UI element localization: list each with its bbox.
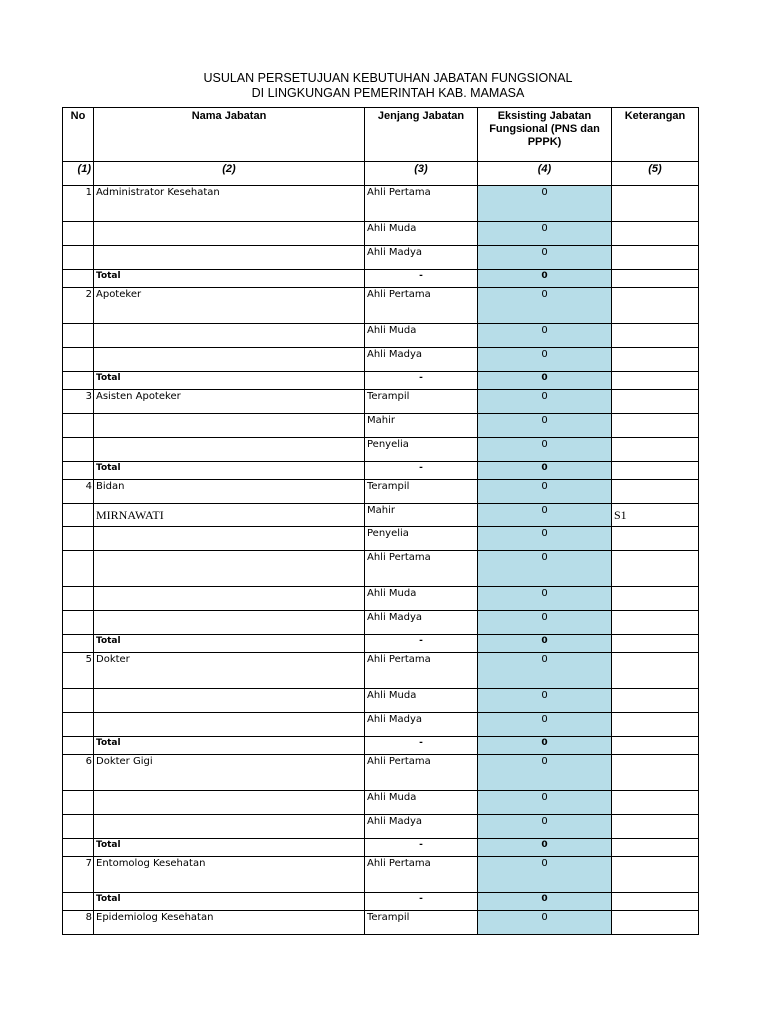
- jenjang-jabatan-cell: Ahli Madya: [365, 815, 478, 839]
- eksisting-value-cell: 0: [478, 713, 612, 737]
- jenjang-jabatan-cell: -: [365, 270, 478, 288]
- header-keterangan: Keterangan: [612, 108, 699, 162]
- row-number: [63, 737, 94, 755]
- total-row: [63, 893, 699, 911]
- table-row: [63, 324, 699, 348]
- jenjang-jabatan-cell: Ahli Pertama: [365, 857, 478, 893]
- row-number: [63, 839, 94, 857]
- jenjang-jabatan-cell: Terampil: [365, 480, 478, 504]
- col-number-5: (5): [612, 162, 699, 186]
- nama-jabatan-cell: [94, 414, 365, 438]
- nama-jabatan-cell: Asisten Apoteker: [94, 390, 365, 414]
- eksisting-value-cell: 0: [478, 324, 612, 348]
- keterangan-cell: [612, 893, 699, 911]
- keterangan-cell: [612, 414, 699, 438]
- nama-jabatan-cell: [94, 611, 365, 635]
- nama-jabatan-cell: Epidemiolog Kesehatan: [94, 911, 365, 935]
- table-header-row: [63, 108, 699, 162]
- table-row: [63, 857, 699, 893]
- table-row: [63, 480, 699, 504]
- eksisting-value-cell: 0: [478, 390, 612, 414]
- table-row: [63, 791, 699, 815]
- nama-jabatan-cell: [94, 348, 365, 372]
- keterangan-cell: [612, 611, 699, 635]
- total-row: [63, 635, 699, 653]
- nama-jabatan-cell: Total: [94, 893, 365, 911]
- keterangan-cell: [612, 635, 699, 653]
- document-title-line-2: DI LINGKUNGAN PEMERINTAH KAB. MAMASA: [251, 86, 525, 100]
- table-row: [63, 689, 699, 713]
- keterangan-cell: [612, 713, 699, 737]
- eksisting-value-cell: 0: [478, 222, 612, 246]
- eksisting-value-cell: 0: [478, 857, 612, 893]
- eksisting-value-cell: 0: [478, 611, 612, 635]
- nama-jabatan-cell: [94, 551, 365, 587]
- keterangan-cell: [612, 653, 699, 689]
- nama-jabatan-cell: Dokter Gigi: [94, 755, 365, 791]
- table-row: [63, 288, 699, 324]
- keterangan-cell: [612, 755, 699, 791]
- table-row: [63, 186, 699, 222]
- eksisting-value-cell: 0: [478, 791, 612, 815]
- eksisting-value-cell: 0: [478, 755, 612, 791]
- total-row: [63, 839, 699, 857]
- jenjang-jabatan-cell: Mahir: [365, 504, 478, 527]
- keterangan-cell: [612, 527, 699, 551]
- eksisting-value-cell: 0: [478, 587, 612, 611]
- nama-jabatan-cell: MIRNAWATI: [94, 504, 365, 527]
- nama-jabatan-cell: Dokter: [94, 653, 365, 689]
- eksisting-value-cell: 0: [478, 438, 612, 462]
- keterangan-cell: [612, 480, 699, 504]
- eksisting-value-cell: 0: [478, 839, 612, 857]
- table-row: [63, 246, 699, 270]
- row-number: [63, 611, 94, 635]
- nama-jabatan-cell: [94, 246, 365, 270]
- jenjang-jabatan-cell: Ahli Pertama: [365, 288, 478, 324]
- table-row: [63, 587, 699, 611]
- row-number: [63, 246, 94, 270]
- nama-jabatan-cell: Entomolog Kesehatan: [94, 857, 365, 893]
- table-row: [63, 527, 699, 551]
- eksisting-value-cell: 0: [478, 527, 612, 551]
- keterangan-cell: [612, 348, 699, 372]
- jenjang-jabatan-cell: -: [365, 893, 478, 911]
- row-number: 2: [63, 288, 94, 324]
- eksisting-value-cell: 0: [478, 372, 612, 390]
- row-number: [63, 893, 94, 911]
- nama-jabatan-cell: Bidan: [94, 480, 365, 504]
- jenjang-jabatan-cell: Ahli Muda: [365, 587, 478, 611]
- row-number: 1: [63, 186, 94, 222]
- eksisting-value-cell: 0: [478, 480, 612, 504]
- keterangan-cell: [612, 815, 699, 839]
- header-jenjang-jabatan: Jenjang Jabatan: [365, 108, 478, 162]
- row-number: 7: [63, 857, 94, 893]
- jenjang-jabatan-cell: Ahli Muda: [365, 791, 478, 815]
- nama-jabatan-cell: Total: [94, 839, 365, 857]
- nama-jabatan-cell: [94, 815, 365, 839]
- jenjang-jabatan-cell: -: [365, 737, 478, 755]
- jenjang-jabatan-cell: Terampil: [365, 390, 478, 414]
- col-number-2: (2): [94, 162, 365, 186]
- keterangan-cell: [612, 551, 699, 587]
- eksisting-value-cell: 0: [478, 288, 612, 324]
- keterangan-cell: [612, 737, 699, 755]
- nama-jabatan-cell: [94, 222, 365, 246]
- row-number: [63, 462, 94, 480]
- eksisting-value-cell: 0: [478, 893, 612, 911]
- row-number: [63, 713, 94, 737]
- jenjang-jabatan-cell: Ahli Madya: [365, 246, 478, 270]
- eksisting-value-cell: 0: [478, 186, 612, 222]
- column-number-row: [63, 162, 699, 186]
- table-row: [63, 611, 699, 635]
- keterangan-cell: [612, 288, 699, 324]
- nama-jabatan-cell: [94, 689, 365, 713]
- table-row: [63, 222, 699, 246]
- nama-jabatan-cell: Apoteker: [94, 288, 365, 324]
- row-number: [63, 414, 94, 438]
- row-number: [63, 587, 94, 611]
- row-number: [63, 438, 94, 462]
- keterangan-cell: [612, 587, 699, 611]
- eksisting-value-cell: 0: [478, 462, 612, 480]
- jenjang-jabatan-cell: Mahir: [365, 414, 478, 438]
- jenjang-jabatan-cell: Terampil: [365, 911, 478, 935]
- row-number: [63, 372, 94, 390]
- keterangan-cell: [612, 222, 699, 246]
- row-number: [63, 270, 94, 288]
- nama-jabatan-cell: [94, 791, 365, 815]
- nama-jabatan-cell: [94, 587, 365, 611]
- keterangan-cell: [612, 462, 699, 480]
- row-number: [63, 635, 94, 653]
- eksisting-value-cell: 0: [478, 635, 612, 653]
- row-number: [63, 815, 94, 839]
- nama-jabatan-cell: Total: [94, 737, 365, 755]
- keterangan-cell: [612, 270, 699, 288]
- row-number: 3: [63, 390, 94, 414]
- nama-jabatan-cell: Total: [94, 270, 365, 288]
- table-row: [63, 653, 699, 689]
- row-number: [63, 504, 94, 527]
- jenjang-jabatan-cell: Ahli Pertama: [365, 551, 478, 587]
- nama-jabatan-cell: [94, 324, 365, 348]
- col-number-4: (4): [478, 162, 612, 186]
- table-row: [63, 815, 699, 839]
- jabatan-table: [62, 107, 699, 935]
- table-row: [63, 911, 699, 935]
- jenjang-jabatan-cell: Penyelia: [365, 438, 478, 462]
- header-nama-jabatan: Nama Jabatan: [94, 108, 365, 162]
- row-number: [63, 348, 94, 372]
- keterangan-cell: S1: [612, 504, 699, 527]
- col-number-1: (1): [63, 162, 94, 186]
- row-number: [63, 791, 94, 815]
- table-row: [63, 504, 699, 527]
- jenjang-jabatan-cell: Penyelia: [365, 527, 478, 551]
- nama-jabatan-cell: Total: [94, 462, 365, 480]
- eksisting-value-cell: 0: [478, 737, 612, 755]
- header-eksisting: Eksisting Jabatan Fungsional (PNS dan PPPK): [478, 108, 612, 162]
- eksisting-value-cell: 0: [478, 551, 612, 587]
- jenjang-jabatan-cell: -: [365, 462, 478, 480]
- keterangan-cell: [612, 839, 699, 857]
- eksisting-value-cell: 0: [478, 689, 612, 713]
- table-row: [63, 755, 699, 791]
- eksisting-value-cell: 0: [478, 348, 612, 372]
- keterangan-cell: [612, 246, 699, 270]
- jenjang-jabatan-cell: Ahli Madya: [365, 611, 478, 635]
- eksisting-value-cell: 0: [478, 911, 612, 935]
- jenjang-jabatan-cell: -: [365, 635, 478, 653]
- keterangan-cell: [612, 186, 699, 222]
- jenjang-jabatan-cell: Ahli Muda: [365, 689, 478, 713]
- nama-jabatan-cell: Total: [94, 635, 365, 653]
- row-number: 8: [63, 911, 94, 935]
- keterangan-cell: [612, 372, 699, 390]
- jenjang-jabatan-cell: Ahli Madya: [365, 348, 478, 372]
- keterangan-cell: [612, 689, 699, 713]
- nama-jabatan-cell: [94, 438, 365, 462]
- jenjang-jabatan-cell: Ahli Muda: [365, 324, 478, 348]
- row-number: 4: [63, 480, 94, 504]
- keterangan-cell: [612, 438, 699, 462]
- keterangan-cell: [612, 390, 699, 414]
- eksisting-value-cell: 0: [478, 653, 612, 689]
- row-number: [63, 527, 94, 551]
- row-number: [63, 689, 94, 713]
- table-row: [63, 713, 699, 737]
- table-row: [63, 348, 699, 372]
- jenjang-jabatan-cell: -: [365, 839, 478, 857]
- jenjang-jabatan-cell: Ahli Muda: [365, 222, 478, 246]
- row-number: [63, 222, 94, 246]
- table-row: [63, 390, 699, 414]
- row-number: [63, 551, 94, 587]
- header-no: No: [63, 108, 94, 162]
- jenjang-jabatan-cell: Ahli Pertama: [365, 755, 478, 791]
- eksisting-value-cell: 0: [478, 504, 612, 527]
- jenjang-jabatan-cell: -: [365, 372, 478, 390]
- document-title-line-1: USULAN PERSETUJUAN KEBUTUHAN JABATAN FUNGSIONAL: [203, 71, 573, 85]
- eksisting-value-cell: 0: [478, 246, 612, 270]
- col-number-3: (3): [365, 162, 478, 186]
- row-number: 5: [63, 653, 94, 689]
- total-row: [63, 270, 699, 288]
- eksisting-value-cell: 0: [478, 815, 612, 839]
- jenjang-jabatan-cell: Ahli Madya: [365, 713, 478, 737]
- nama-jabatan-cell: Total: [94, 372, 365, 390]
- keterangan-cell: [612, 857, 699, 893]
- table-row: [63, 438, 699, 462]
- table-row: [63, 551, 699, 587]
- jenjang-jabatan-cell: Ahli Pertama: [365, 186, 478, 222]
- table-row: [63, 414, 699, 438]
- nama-jabatan-cell: [94, 527, 365, 551]
- total-row: [63, 462, 699, 480]
- row-number: [63, 324, 94, 348]
- keterangan-cell: [612, 791, 699, 815]
- nama-jabatan-cell: Administrator Kesehatan: [94, 186, 365, 222]
- jenjang-jabatan-cell: Ahli Pertama: [365, 653, 478, 689]
- eksisting-value-cell: 0: [478, 270, 612, 288]
- keterangan-cell: [612, 324, 699, 348]
- eksisting-value-cell: 0: [478, 414, 612, 438]
- nama-jabatan-cell: [94, 713, 365, 737]
- row-number: 6: [63, 755, 94, 791]
- total-row: [63, 372, 699, 390]
- total-row: [63, 737, 699, 755]
- keterangan-cell: [612, 911, 699, 935]
